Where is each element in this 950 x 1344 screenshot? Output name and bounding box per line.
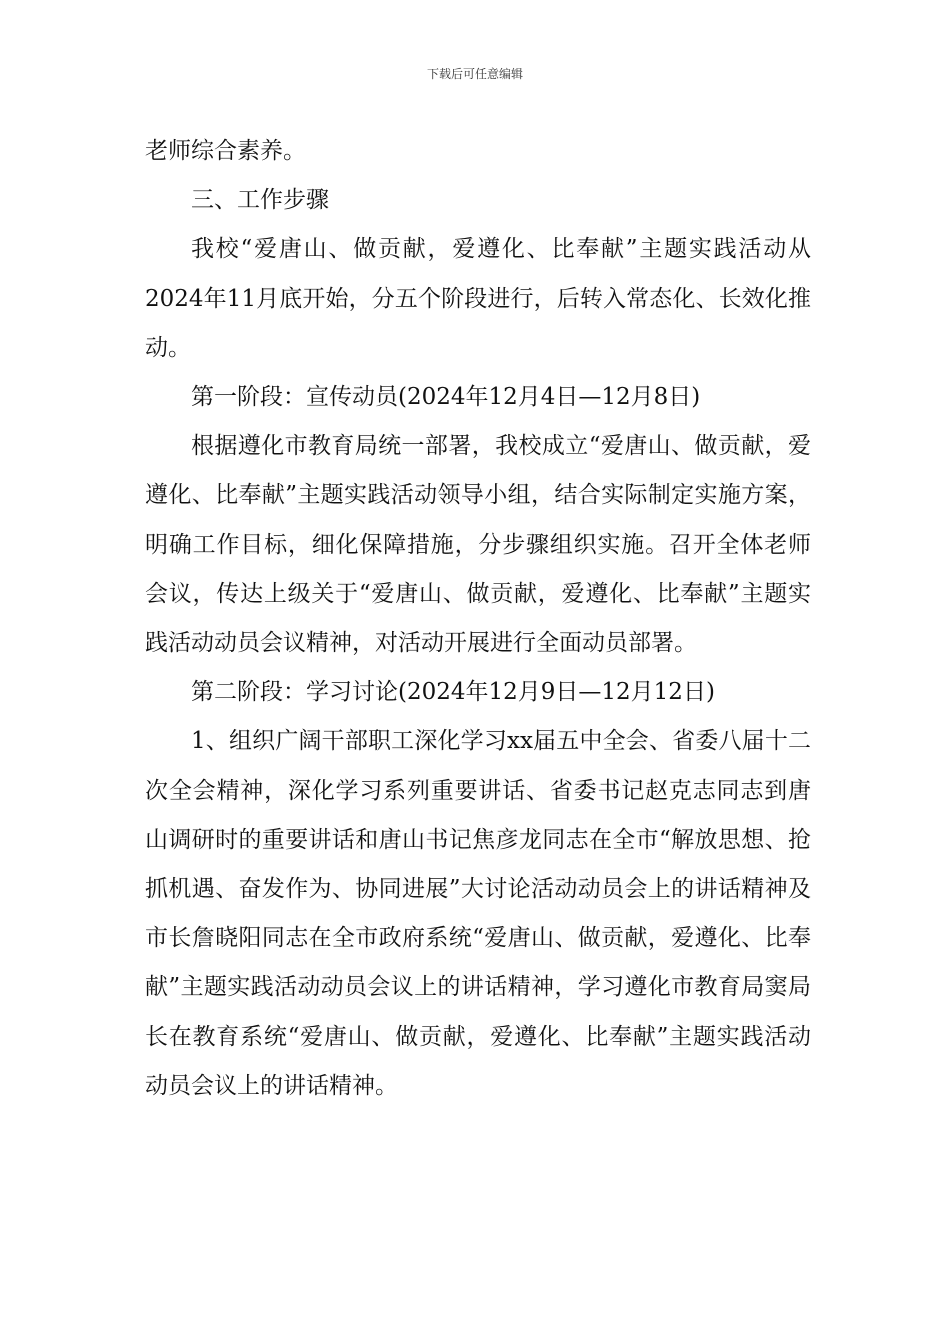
- stage-one-heading: 第一阶段：宣传动员(2024年12月4日—12月8日): [191, 384, 701, 411]
- page-header: 下载后可任意编辑: [426, 67, 523, 81]
- paragraph-activity-overview: 我校“爱唐山、做贡献，爱遵化、比奉献”主题实践活动从2024年11月底开始，分五个阶段进行，后转入常态化、长效化推动。: [145, 236, 811, 361]
- stage-two-heading: 第二阶段：学习讨论(2024年12月9日—12月12日): [191, 679, 715, 706]
- document-body: [145, 127, 811, 1111]
- section-heading-work-steps: 三、工作步骤: [191, 187, 329, 214]
- paragraph-continuation: 老师综合素养。: [145, 138, 306, 164]
- paragraph-stage-two-item-1: 1、组织广阔干部职工深化学习xx届五中全会、省委八届十二次全会精神，深化学习系列重要讲话、省委书记赵克志同志到唐山调研时的重要讲话和唐山书记焦彦龙同志在全市“解放思想、抢抓机遇、奋发作为、协同进展”大讨论活动动员会上的讲话精神及市长詹晓阳同志在全市政府系统“爱唐山、做贡献，爱遵化、比奉献”主题实践活动动员会议上的讲话精神，学习遵化市教育局窦局长在教育系统“爱唐山、做贡献，爱遵化、比奉献”主题实践活动动员会议上的讲话精神。: [145, 728, 811, 1099]
- paragraph-stage-one: 根据遵化市教育局统一部署，我校成立“爱唐山、做贡献，爱遵化、比奉献”主题实践活动领导小组，结合实际制定实施方案，明确工作目标，细化保障措施，分步骤组织实施。召开全体老师会议，传达上级关于“爱唐山、做贡献，爱遵化、比奉献”主题实践活动动员会议精神，对活动开展进行全面动员部署。: [145, 433, 811, 657]
